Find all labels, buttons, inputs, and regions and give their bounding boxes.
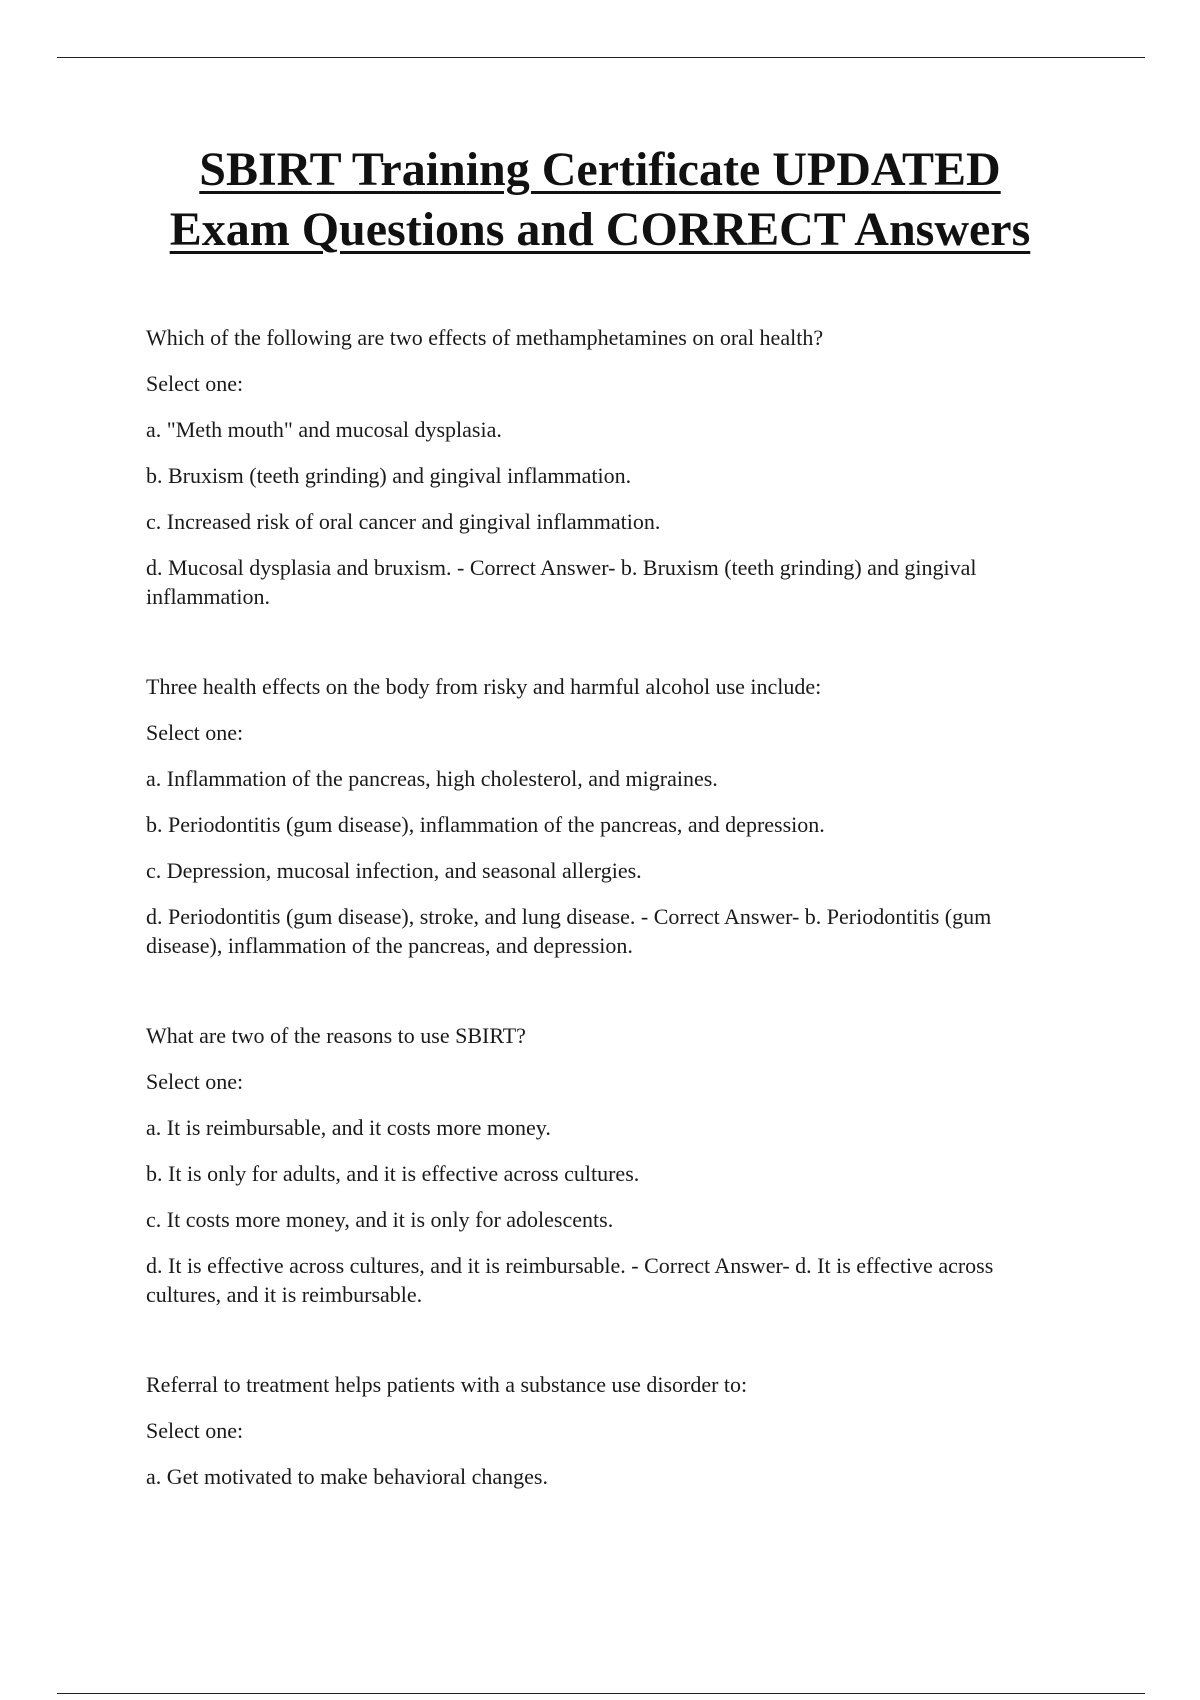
answer-option: b. It is only for adults, and it is effective across cultures. <box>146 1161 640 1186</box>
answer-option: c. Increased risk of oral cancer and gingival inflammation. <box>146 509 661 534</box>
answer-option: a. Inflammation of the pancreas, high cholesterol, and migraines. <box>146 766 718 791</box>
question-text: Three health effects on the body from risky and harmful alcohol use include: <box>146 674 822 699</box>
answer-option: c. Depression, mucosal infection, and seasonal allergies. <box>146 858 642 883</box>
answer-option-with-correct-answer: d. Mucosal dysplasia and bruxism. - Correct Answer- b. Bruxism (teeth grinding) and gingival inflammation. <box>146 555 977 609</box>
answer-option: b. Periodontitis (gum disease), inflammation of the pancreas, and depression. <box>146 812 825 837</box>
title-line-2: Exam Questions and CORRECT Answers <box>169 203 1031 256</box>
answer-option-with-correct-answer: d. It is effective across cultures, and it is reimbursable. - Correct Answer- d. It is effective across cultures, and it is reimbursable. <box>146 1253 994 1307</box>
answer-option: b. Bruxism (teeth grinding) and gingival inflammation. <box>146 463 632 488</box>
bottom-rule <box>57 1693 1145 1694</box>
select-prompt: Select one: <box>146 371 244 396</box>
answer-option: a. It is reimbursable, and it costs more money. <box>146 1115 551 1140</box>
answer-option: a. "Meth mouth" and mucosal dysplasia. <box>146 417 502 442</box>
question-block-2 <box>146 672 1046 960</box>
select-prompt: Select one: <box>146 720 244 745</box>
question-text: Which of the following are two effects of methamphetamines on oral health? <box>146 325 824 350</box>
answer-option: c. It costs more money, and it is only for adolescents. <box>146 1207 614 1232</box>
question-block-3 <box>146 1021 1046 1309</box>
question-block-4 <box>146 1370 1046 1491</box>
answer-option: a. Get motivated to make behavioral changes. <box>146 1464 548 1489</box>
question-text: What are two of the reasons to use SBIRT? <box>146 1023 526 1048</box>
document-title <box>0 140 1200 260</box>
answer-option-with-correct-answer: d. Periodontitis (gum disease), stroke, and lung disease. - Correct Answer- b. Periodontitis (gum disease), inflammation of the pancreas, and depression. <box>146 904 992 958</box>
question-block-1 <box>146 323 1046 611</box>
question-list <box>146 323 1046 1552</box>
select-prompt: Select one: <box>146 1069 244 1094</box>
question-text: Referral to treatment helps patients with a substance use disorder to: <box>146 1372 748 1397</box>
top-rule <box>57 57 1145 58</box>
select-prompt: Select one: <box>146 1418 244 1443</box>
title-line-1: SBIRT Training Certificate UPDATED <box>199 143 1001 196</box>
